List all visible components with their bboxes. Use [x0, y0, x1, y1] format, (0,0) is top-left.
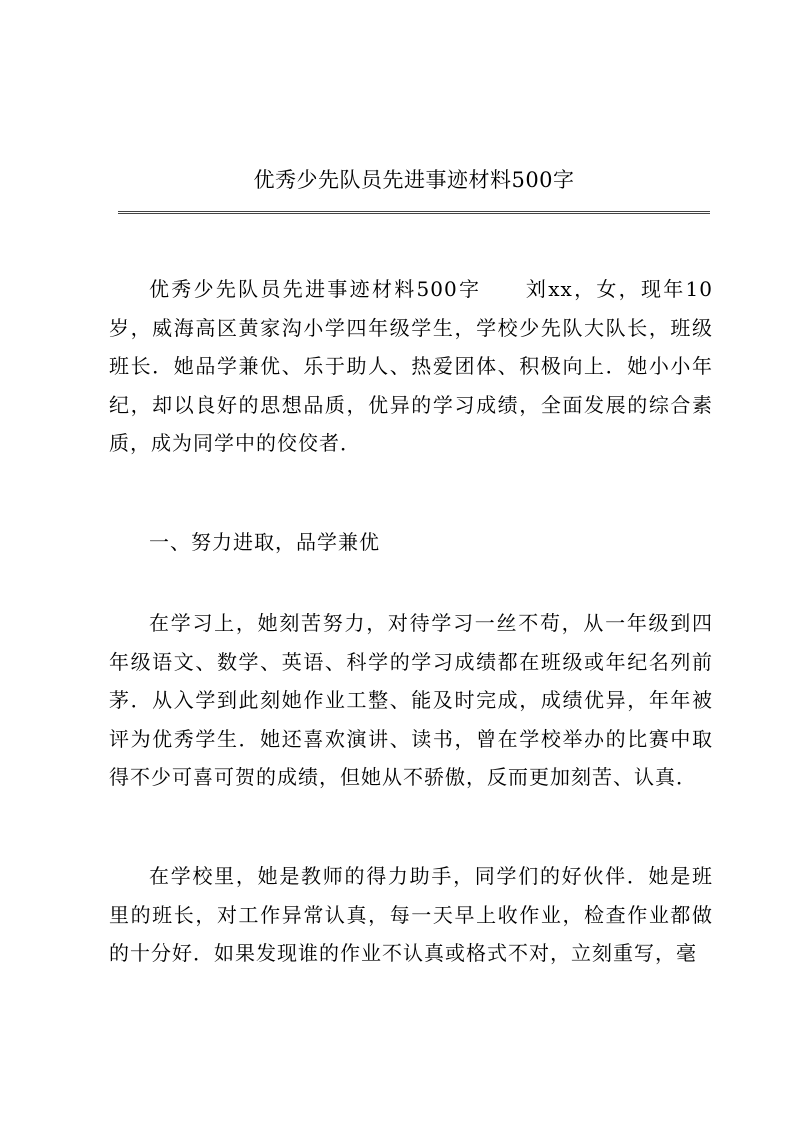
document-title: 优秀少先队员先进事迹材料500字: [253, 168, 575, 192]
body-paragraph-study: 在学习上，她刻苦努力，对待学习一丝不苟，从一年级到四年级语文、数学、英语、科学的学习成绩都在班级或年纪名列前茅．从入学到此刻她作业工整、能及时完成，成绩优异，年年被评为优秀学生．她还喜欢演讲、读书，曾在学校举办的比赛中取得不少可喜可贺的成绩，但她从不骄傲，反而更加刻苦、认真．: [109, 611, 713, 789]
intro-paragraph: 优秀少先队员先进事迹材料500字 刘xx，女，现年10岁，威海高区黄家沟小学四年级学生，学校少先队大队长，班级班长．她品学兼优、乐于助人、热爱团体、积极向上．她小小年纪，却以良好的思想品质，优异的学习成绩，全面发展的综合素质，成为同学中的佼佼者．: [109, 277, 713, 455]
body-paragraph-school: 在学校里，她是教师的得力助手，同学们的好伙伴．她是班里的班长，对工作异常认真，每一天早上收作业，检查作业都做的十分好．如果发现谁的作业不认真或格式不对，立刻重写，毫: [109, 864, 713, 965]
section-heading: 一、努力进取，品学兼优: [149, 530, 380, 554]
title-divider: [118, 211, 710, 214]
